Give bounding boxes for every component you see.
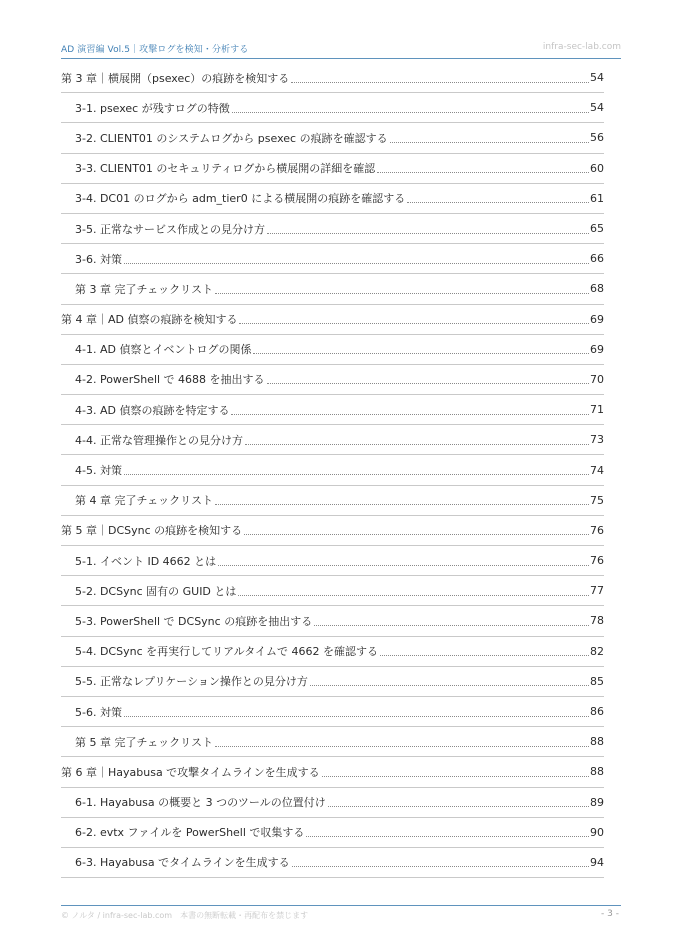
- toc-entry-label: 3-2. CLIENT01 のシステムログから psexec の痕跡を確認する: [75, 131, 388, 145]
- table-of-contents: [61, 63, 604, 878]
- toc-entry-label: 6-3. Hayabusa でタイムラインを生成する: [75, 856, 290, 870]
- toc-section-entry[interactable]: [61, 335, 604, 365]
- toc-section-entry[interactable]: [61, 546, 604, 576]
- toc-entry-label: 第 6 章｜Hayabusa で攻撃タイムラインを生成する: [61, 765, 320, 779]
- toc-entry-page: 54: [590, 101, 604, 115]
- toc-leader-dots: [124, 463, 589, 475]
- page-number: - 3 -: [601, 909, 619, 919]
- toc-entry-label: 3-3. CLIENT01 のセキュリティログから横展開の詳細を確認: [75, 162, 376, 176]
- toc-leader-dots: [267, 372, 589, 384]
- toc-section-entry[interactable]: [61, 214, 604, 244]
- toc-entry-label: 4-1. AD 偵察とイベントログの関係: [75, 343, 252, 357]
- toc-leader-dots: [291, 71, 589, 83]
- toc-leader-dots: [314, 614, 589, 626]
- toc-leader-dots: [215, 493, 589, 505]
- toc-leader-dots: [231, 403, 589, 415]
- toc-leader-dots: [244, 523, 589, 535]
- toc-entry-label: 5-5. 正常なレプリケーション操作との見分け方: [75, 675, 308, 689]
- toc-leader-dots: [310, 674, 589, 686]
- toc-entry-label: 4-5. 対策: [75, 464, 122, 478]
- toc-section-entry[interactable]: [61, 455, 604, 485]
- toc-leader-dots: [239, 312, 589, 324]
- toc-entry-page: 69: [590, 312, 604, 326]
- header-title: AD 演習編 Vol.5｜攻撃ログを検知・分析する: [61, 45, 249, 55]
- toc-entry-label: 6-2. evtx ファイルを PowerShell で収集する: [75, 826, 305, 840]
- toc-section-entry[interactable]: [61, 727, 604, 757]
- toc-entry-page: 71: [590, 403, 604, 417]
- toc-entry-page: 65: [590, 222, 604, 236]
- toc-leader-dots: [306, 825, 589, 837]
- toc-section-entry[interactable]: [61, 184, 604, 214]
- toc-entry-label: 5-3. PowerShell で DCSync の痕跡を抽出する: [75, 614, 313, 628]
- toc-entry-page: 54: [590, 71, 604, 85]
- toc-section-entry[interactable]: [61, 637, 604, 667]
- toc-entry-label: 3-1. psexec が残すログの特徴: [75, 101, 230, 115]
- toc-chapter-entry[interactable]: [61, 63, 604, 93]
- toc-entry-label: 4-2. PowerShell で 4688 を抽出する: [75, 373, 265, 387]
- toc-entry-page: 90: [590, 825, 604, 839]
- toc-entry-page: 74: [590, 463, 604, 477]
- toc-entry-page: 68: [590, 282, 604, 296]
- toc-entry-label: 4-3. AD 偵察の痕跡を特定する: [75, 403, 230, 417]
- toc-section-entry[interactable]: [61, 123, 604, 153]
- toc-leader-dots: [124, 705, 589, 717]
- toc-entry-page: 70: [590, 372, 604, 386]
- toc-entry-label: 6-1. Hayabusa の概要と 3 つのツールの位置付け: [75, 796, 326, 810]
- toc-leader-dots: [215, 735, 589, 747]
- toc-entry-label: 第 4 章｜AD 偵察の痕跡を検知する: [61, 313, 238, 327]
- toc-section-entry[interactable]: [61, 848, 604, 878]
- toc-leader-dots: [377, 161, 589, 173]
- toc-entry-page: 89: [590, 795, 604, 809]
- toc-leader-dots: [322, 765, 589, 777]
- toc-entry-page: 76: [590, 554, 604, 568]
- toc-entry-page: 61: [590, 191, 604, 205]
- toc-entry-page: 86: [590, 705, 604, 719]
- toc-leader-dots: [253, 342, 589, 354]
- toc-entry-label: 5-2. DCSync 固有の GUID とは: [75, 584, 237, 598]
- toc-section-entry[interactable]: [61, 818, 604, 848]
- toc-leader-dots: [380, 644, 589, 656]
- toc-section-entry[interactable]: [61, 274, 604, 304]
- toc-entry-label: 5-4. DCSync を再実行してリアルタイムで 4662 を確認する: [75, 645, 379, 659]
- toc-entry-page: 88: [590, 735, 604, 749]
- toc-section-entry[interactable]: [61, 365, 604, 395]
- toc-entry-label: 3-6. 対策: [75, 252, 122, 266]
- toc-section-entry[interactable]: [61, 395, 604, 425]
- toc-chapter-entry[interactable]: [61, 757, 604, 787]
- page-header: [61, 40, 621, 59]
- toc-entry-page: 77: [590, 584, 604, 598]
- toc-entry-page: 78: [590, 614, 604, 628]
- toc-leader-dots: [232, 101, 589, 113]
- toc-entry-page: 76: [590, 523, 604, 537]
- toc-leader-dots: [245, 433, 589, 445]
- toc-section-entry[interactable]: [61, 667, 604, 697]
- toc-leader-dots: [238, 584, 589, 596]
- toc-entry-label: 3-4. DC01 のログから adm_tier0 による横展開の痕跡を確認する: [75, 192, 406, 206]
- toc-leader-dots: [267, 222, 589, 234]
- toc-section-entry[interactable]: [61, 244, 604, 274]
- toc-leader-dots: [390, 131, 589, 143]
- toc-entry-label: 3-5. 正常なサービス作成との見分け方: [75, 222, 265, 236]
- toc-leader-dots: [215, 282, 589, 294]
- toc-entry-page: 60: [590, 161, 604, 175]
- toc-section-entry[interactable]: [61, 606, 604, 636]
- toc-entry-page: 56: [590, 131, 604, 145]
- toc-entry-label: 第 3 章｜横展開（psexec）の痕跡を検知する: [61, 71, 290, 85]
- toc-entry-label: 第 5 章｜DCSync の痕跡を検知する: [61, 524, 243, 538]
- toc-leader-dots: [124, 252, 589, 264]
- toc-entry-label: 第 4 章 完了チェックリスト: [75, 494, 213, 508]
- toc-leader-dots: [292, 855, 589, 867]
- toc-entry-page: 88: [590, 765, 604, 779]
- toc-entry-page: 73: [590, 433, 604, 447]
- toc-section-entry[interactable]: [61, 697, 604, 727]
- toc-section-entry[interactable]: [61, 486, 604, 516]
- toc-section-entry[interactable]: [61, 788, 604, 818]
- toc-entry-page: 94: [590, 855, 604, 869]
- toc-entry-page: 82: [590, 644, 604, 658]
- toc-entry-page: 75: [590, 493, 604, 507]
- toc-leader-dots: [328, 795, 589, 807]
- toc-entry-label: 第 3 章 完了チェックリスト: [75, 282, 213, 296]
- toc-section-entry[interactable]: [61, 425, 604, 455]
- toc-entry-page: 69: [590, 342, 604, 356]
- toc-section-entry[interactable]: [61, 576, 604, 606]
- toc-entry-label: 5-1. イベント ID 4662 とは: [75, 554, 217, 568]
- toc-leader-dots: [407, 191, 589, 203]
- toc-entry-label: 第 5 章 完了チェックリスト: [75, 735, 213, 749]
- footer-copyright: © ノルタ / infra-sec-lab.com 本書の無断転載・再配布を禁じます: [61, 911, 309, 920]
- toc-section-entry[interactable]: [61, 93, 604, 123]
- toc-entry-label: 5-6. 対策: [75, 705, 122, 719]
- toc-entry-page: 85: [590, 674, 604, 688]
- toc-entry-page: 66: [590, 252, 604, 266]
- toc-entry-label: 4-4. 正常な管理操作との見分け方: [75, 433, 243, 447]
- toc-chapter-entry[interactable]: [61, 516, 604, 546]
- toc-leader-dots: [218, 554, 589, 566]
- header-site: infra-sec-lab.com: [542, 42, 621, 52]
- page-footer: [61, 905, 621, 924]
- toc-chapter-entry[interactable]: [61, 305, 604, 335]
- toc-section-entry[interactable]: [61, 154, 604, 184]
